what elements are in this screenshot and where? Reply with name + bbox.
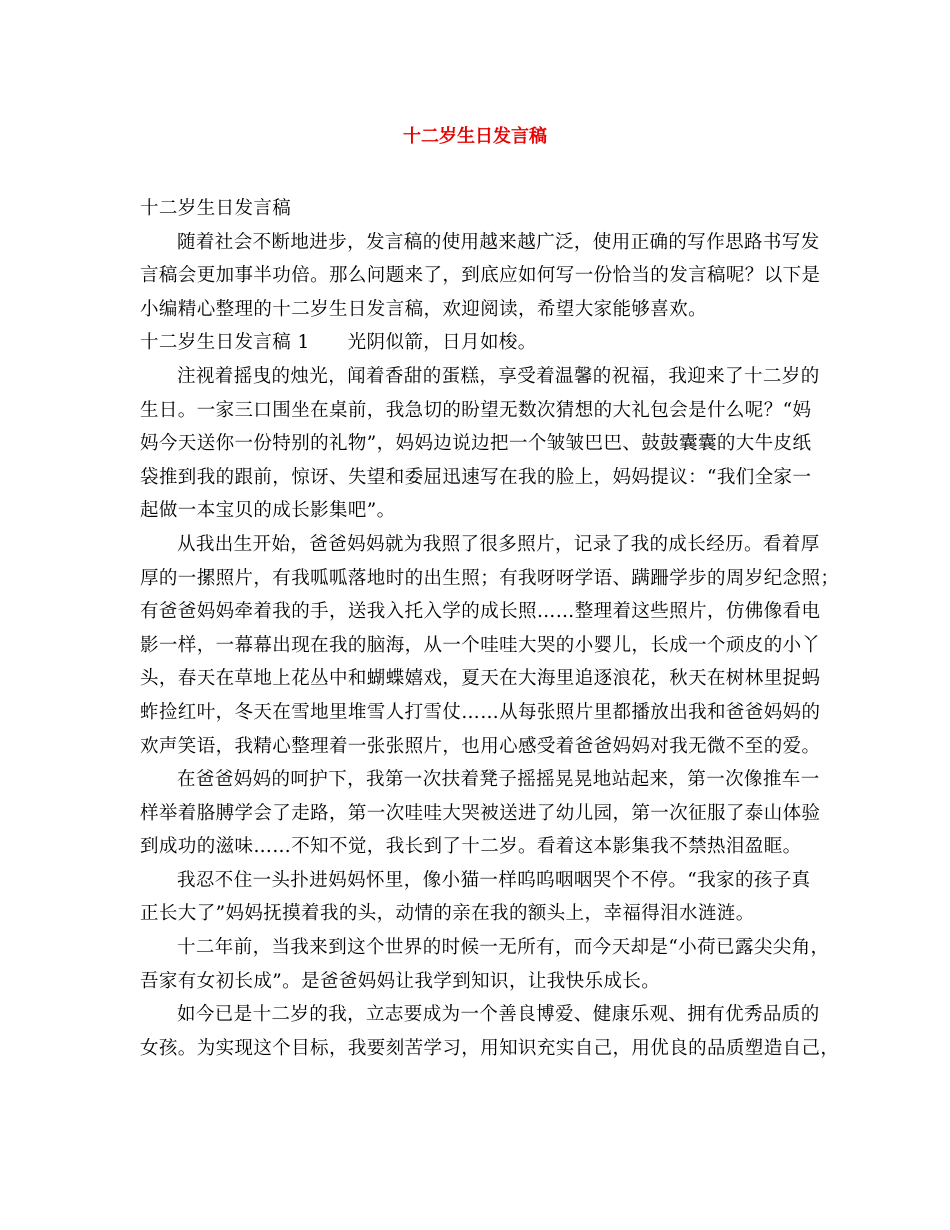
paragraph-1: [140, 360, 820, 528]
text-line: 从我出生开始，爸爸妈妈就为我照了很多照片，记录了我的成长经历。看着厚: [177, 533, 820, 555]
text-line: 到成功的滋味……不知不觉，我长到了十二岁。看着这本影集我不禁热泪盈眶。: [140, 836, 802, 858]
section-label-line: [140, 326, 820, 360]
text-line: 生日。一家三口围坐在桌前，我急切的盼望无数次猜想的大礼包会是什么呢？“妈: [140, 399, 812, 421]
intro-paragraph: [140, 226, 820, 327]
paragraph-4: [140, 864, 820, 931]
section-first-sentence: 光阴似箭，日月如梭。: [347, 332, 537, 354]
text-line: 吾家有女初长成”。是爸爸妈妈让我学到知识，让我快乐成长。: [140, 970, 661, 992]
section-label: 十二岁生日发言稿 1: [140, 332, 310, 354]
text-line: 女孩。为实现这个目标，我要刻苦学习，用知识充实自己，用优良的品质塑造自己，: [140, 1037, 840, 1059]
text-line: 言稿会更加事半功倍。那么问题来了，到底应如何写一份恰当的发言稿呢？以下是: [140, 265, 821, 287]
text-line: 欢声笑语，我精心整理着一张张照片，也用心感受着爸爸妈妈对我无微不至的爱。: [140, 735, 821, 757]
text-line: 小编精心整理的十二岁生日发言稿，欢迎阅读，希望大家能够喜欢。: [140, 298, 708, 320]
text-line: 袋推到我的跟前，惊讶、失望和委屈迅速写在我的脸上，妈妈提议：“我们全家一: [140, 466, 812, 488]
text-line: 厚的一摞照片，有我呱呱落地时的出生照；有我呀呀学语、蹒跚学步的周岁纪念照；: [140, 567, 840, 589]
paragraph-5: [140, 931, 830, 998]
text-line: 我忍不住一头扑进妈妈怀里，像小猫一样呜呜咽咽哭个不停。“我家的孩子真: [177, 869, 811, 891]
text-line: 妈今天送你一份特别的礼物”，妈妈边说边把一个皱皱巴巴、鼓鼓囊囊的大牛皮纸: [140, 433, 812, 455]
text-line: 在爸爸妈妈的呵护下，我第一次扶着凳子摇摇晃晃地站起来，第一次像推车一: [177, 769, 820, 791]
text-line: 影一样，一幕幕出现在我的脑海，从一个哇哇大哭的小婴儿，长成一个顽皮的小丫: [140, 634, 821, 656]
text-line: 头，春天在草地上花丛中和蝴蝶嬉戏，夏天在大海里追逐浪花，秋天在树林里捉蚂: [140, 668, 821, 690]
text-line: 正长大了”妈妈抚摸着我的头，动情的亲在我的额头上，幸福得泪水涟涟。: [140, 903, 755, 925]
paragraph-3: [140, 763, 820, 864]
paragraph-6: [140, 998, 840, 1065]
section-heading: 十二岁生日发言稿: [140, 198, 292, 219]
text-line: 十二年前，当我来到这个世界的时候一无所有，而今天却是“小荷已露尖尖角，: [177, 937, 830, 959]
text-line: 随着社会不断地进步，发言稿的使用越来越广泛，使用正确的写作思路书写发: [177, 231, 820, 253]
text-line: 如今已是十二岁的我，立志要成为一个善良博爱、健康乐观、拥有优秀品质的: [177, 1004, 820, 1026]
document-body: [140, 192, 840, 1065]
paragraph-2: [140, 528, 840, 763]
text-line: 注视着摇曳的烛光，闻着香甜的蛋糕，享受着温馨的祝福，我迎来了十二岁的: [177, 365, 820, 387]
text-line: 起做一本宝贝的成长影集吧”。: [140, 500, 396, 522]
text-line: 有爸爸妈妈牵着我的手，送我入托入学的成长照……整理着这些照片，仿佛像看电: [140, 601, 821, 623]
document-title: 十二岁生日发言稿: [403, 126, 547, 147]
text-line: 样举着胳膊学会了走路，第一次哇哇大哭被送进了幼儿园，第一次征服了泰山体验: [140, 802, 821, 824]
text-line: 蚱捡红叶，冬天在雪地里堆雪人打雪仗……从每张照片里都播放出我和爸爸妈妈的: [140, 701, 821, 723]
